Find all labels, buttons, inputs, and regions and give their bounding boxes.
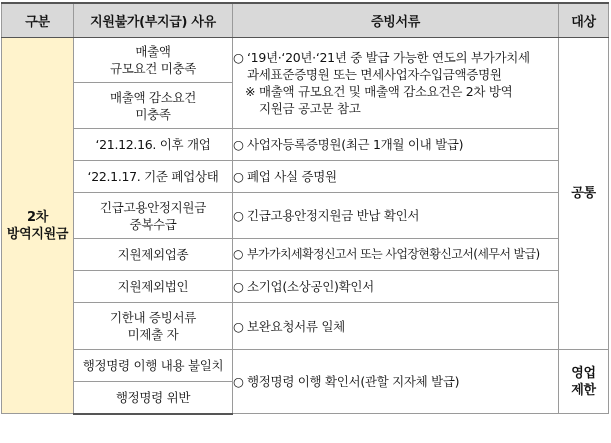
table-row [2, 38, 609, 83]
table-row [2, 303, 609, 350]
header-category: 구분 [2, 3, 74, 38]
bullet: ○ [233, 374, 244, 389]
table-row [2, 161, 609, 193]
reason-line1: 긴급고용안정지원금 [100, 199, 206, 215]
doc-cell: ○ 폐업 사실 증명원 [233, 161, 559, 193]
category-line2: 방역지원금 [6, 226, 69, 242]
reason-cell [74, 193, 233, 239]
bullet: ○ [233, 169, 244, 184]
reason-line1: 기한내 증빙서류 [109, 310, 197, 325]
bullet: ○ [233, 247, 243, 261]
reason-line2: 미충족 [135, 106, 171, 122]
note-mark: ※ [245, 84, 256, 99]
table-row [2, 129, 609, 161]
header-row [2, 3, 609, 38]
doc-cell: ○ 사업자등록증명원(최근 1개월 이내 발급) [233, 129, 559, 161]
sales-doc-line1: ○ ‘19년·‘20년·‘21년 중 발급 가능한 연도의 부가가치세 [233, 50, 530, 65]
reason-cell: 지원제외법인 [74, 271, 233, 303]
target-restricted-line1: 영업 [571, 365, 596, 381]
category-cell [2, 38, 74, 414]
doc-cell: ○ 부가가치세확정신고서 또는 사업장현황신고서(세무서 발급) [233, 239, 559, 271]
table-row [2, 350, 609, 382]
sales-note-line2: 지원금 공고문 참고 [259, 101, 361, 116]
doc-cell: ○ 긴급고용안정지원금 반납 확인서 [233, 193, 559, 239]
table-row [2, 239, 609, 271]
bullet: ○ [233, 318, 244, 334]
reason-cell: 행정명령 이행 내용 불일치 [74, 350, 233, 382]
target-restricted-cell [559, 350, 609, 414]
bullet: ○ [233, 50, 244, 65]
reason-line2: 미제출 자 [127, 327, 179, 342]
table-row [2, 193, 609, 239]
sales-documents-cell [233, 38, 559, 129]
reason-line2: 규모요건 미충족 [109, 61, 197, 76]
reason-line1: 매출액 감소요건 [109, 89, 197, 105]
admin-documents-cell: ○ 행정명령 이행 확인서(관할 지자체 발급) [233, 350, 559, 414]
category-line1: 2차 [26, 209, 48, 225]
reason-cell [74, 303, 233, 350]
reason-cell [74, 83, 233, 129]
reason-cell [74, 38, 233, 83]
sales-doc-line2: 과세표준증명원 또는 면세사업자수입금액증명원 [247, 67, 502, 82]
table-row [2, 271, 609, 303]
reason-cell: 지원제외업종 [74, 239, 233, 271]
reason-cell: 행정명령 위반 [74, 382, 233, 414]
sales-note-line1: ※ 매출액 규모요건 및 매출액 감소요건은 2차 방역 [245, 84, 513, 99]
doc-cell: ○ 소기업(소상공인)확인서 [233, 271, 559, 303]
target-restricted-line2: 제한 [571, 382, 596, 398]
bullet: ○ [233, 279, 244, 294]
header-target: 대상 [559, 3, 609, 38]
bullet: ○ [233, 137, 244, 152]
bullet: ○ [233, 208, 244, 223]
reason-cell: ‘22.1.17. 기준 폐업상태 [74, 161, 233, 193]
reason-line1: 매출액 [135, 44, 171, 59]
reason-cell: ‘21.12.16. 이후 개업 [74, 129, 233, 161]
eligibility-table [1, 2, 609, 415]
reason-line2: 중복수급 [129, 216, 177, 232]
doc-cell: ○ 보완요청서류 일체 [233, 303, 559, 350]
header-reason: 지원불가(부지급) 사유 [74, 3, 233, 38]
header-documents: 증빙서류 [233, 3, 559, 38]
target-common-cell: 공통 [559, 38, 609, 350]
